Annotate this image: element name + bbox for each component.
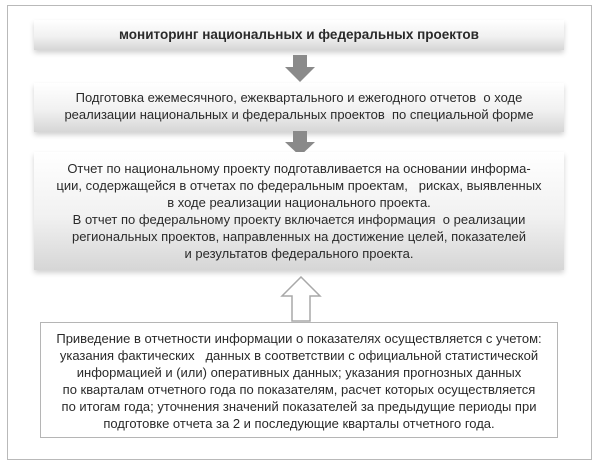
box4-line-4: по кварталам отчетного года по показателям, расчет которых осуществляется [62,382,536,397]
box3-line-4: В отчет по федеральному проекту включается информация о реализации [72,212,526,227]
box3-line-3: в ходе реализации национального проекта. [167,195,431,210]
box2-line-2: реализации национальных и федеральных проектов по специальной форме [64,107,534,122]
report-preparation-box [34,83,564,132]
box4-line-5: по итогам года; уточнения значений показателей за предыдущие периоды при [61,399,537,414]
box2-line-1: Подготовка ежемесячного, ежеквартального и ежегодного отчетов о ходе [75,90,523,105]
box3-line-6: и результатов федерального проекта. [184,246,414,261]
box4-line-3: информацией и (или) оперативных данных; указания прогнозных данных [76,365,522,380]
box3-line-5: региональных проектов, направленных на достижение целей, показателей [71,229,527,244]
box4-line-6: подготовке отчета за 2 и последующие кварталы отчетного года. [103,416,495,431]
indicators-info-box [40,322,558,438]
box4-line-2: указания фактических данных в соответствии с официальной статистической [59,348,539,363]
up-arrow-outline-icon [280,276,322,322]
box3-line-1: Отчет по национальному проекту подготавливается на основании информа- [67,161,531,176]
down-arrow-icon [284,55,316,83]
monitoring-title-box [34,20,564,50]
box4-line-1: Приведение в отчетности информации о показателях осуществляется с учетом: [56,331,542,346]
national-project-report-box [34,152,564,270]
box3-line-2: ции, содержащейся в отчетах по федеральным проектам, рисках, выявленных [56,178,542,193]
monitoring-title: мониторинг национальных и федеральных проектов [119,27,479,42]
